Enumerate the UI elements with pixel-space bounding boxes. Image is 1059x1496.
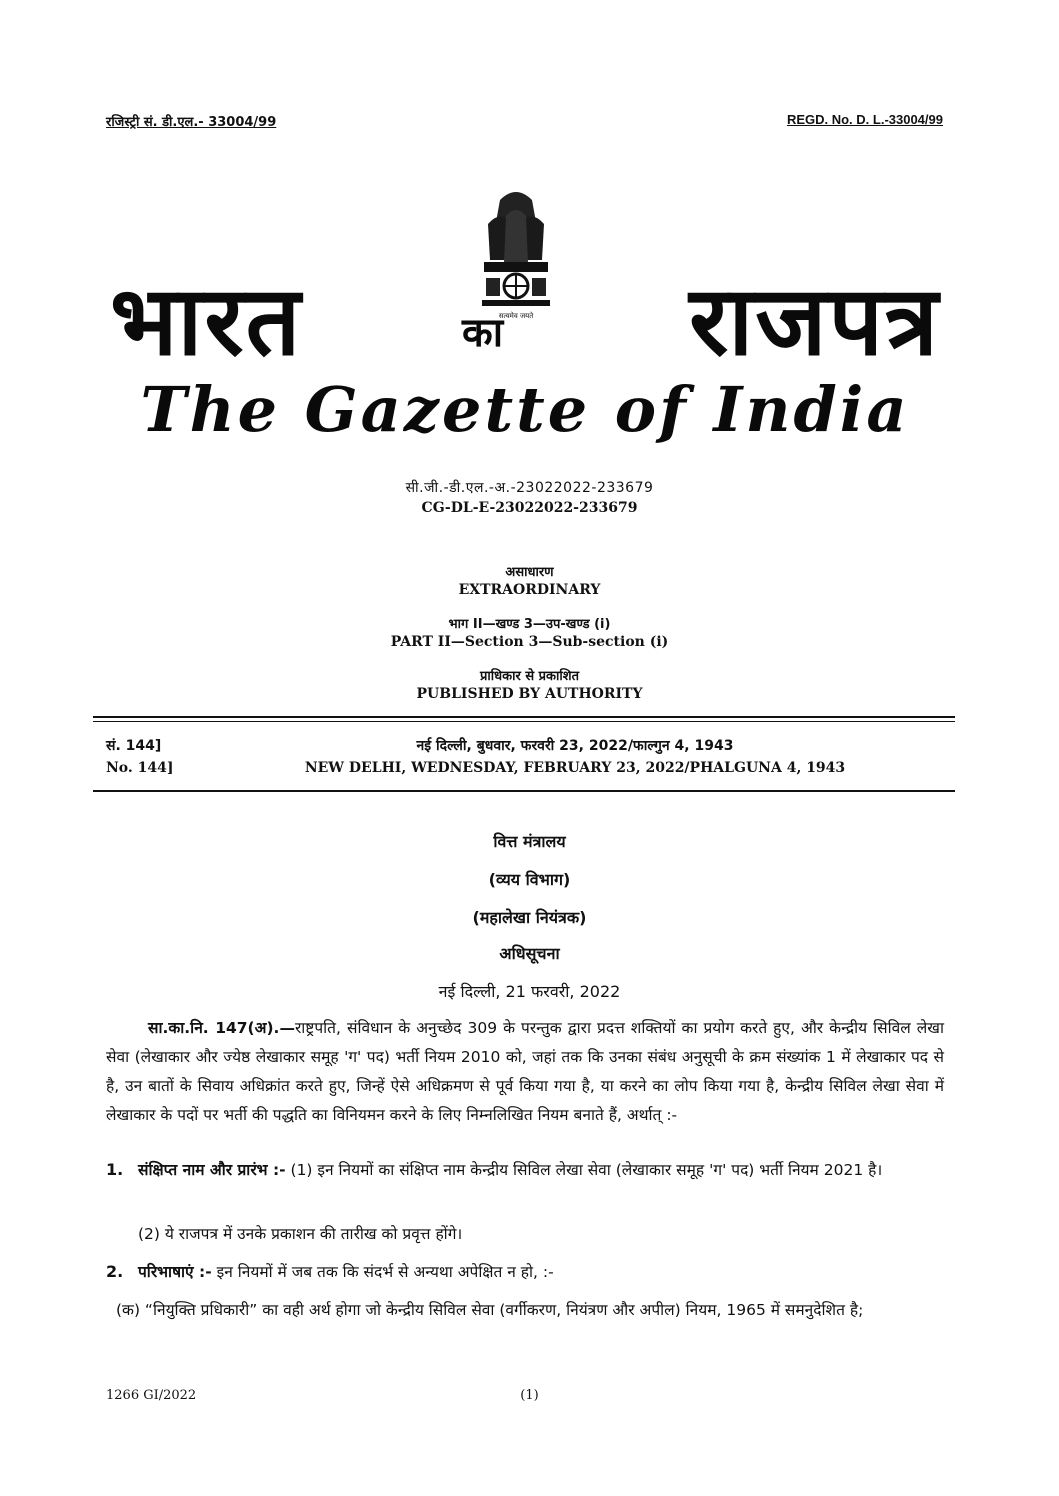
rule-2-clause-a: (क) “नियुक्ति प्रधिकारी” का वही अर्थ होगा जो केन्द्रीय सिविल सेवा (वर्गीकरण, नियंत्रण और अपील) नियम, 1965 में समनुदेशित है; <box>116 1301 864 1319</box>
regd-number-hindi: रजिस्ट्री सं. डी.एल.- 33004/99 <box>106 115 277 130</box>
cg-code-hindi: सी.जी.-डी.एल.-अ.-23022022-233679 <box>405 480 654 496</box>
authority-english: PUBLISHED BY AUTHORITY <box>416 686 643 702</box>
part-english: PART II—Section 3—Sub-section (i) <box>390 634 669 650</box>
masthead-hindi-right: राजपत्र <box>689 265 940 377</box>
type-hindi: असाधारण <box>505 565 554 580</box>
footer-code: 1266 GI/2022 <box>106 1388 197 1403</box>
preamble-text: राष्ट्रपति, संविधान के अनुच्छेद 309 के परन्तुक द्वारा प्रदत्त शक्तियों का प्रयोग करते हुए, और केन्द्रीय सिविल लेखा सेवा (लेखाकार और ज्येष्ठ लेखाकार समूह 'ग' पद) भर्ती नियम 2010 को, जहां तक कि उनका संबंध अनुसूची के क्रम संख्यांक 1 में लेखाकार पद से है, उन बातों के सिवाय अधिक्रांत करते हुए, जिन्हें ऐसे अधिक्रमण से पूर्व किया गया है, या करने का लोप किया गया है, केन्द्रीय सिविल लेखा सेवा में लेखाकार के पदों पर भर्ती की पद्धति का विनियमन करने के लिए निम्नलिखित नियम बनाते हैं, अर्थात् :- <box>106 1019 944 1124</box>
rule-2-text <box>138 1258 944 1287</box>
regd-number-english: REGD. No. D. L.-33004/99 <box>786 112 943 127</box>
notification-title: अधिसूचना <box>499 944 560 963</box>
issue-number-english: No. 144] <box>106 760 174 776</box>
rule-2-heading: परिभाषाएं :- <box>138 1263 212 1281</box>
place-date: नई दिल्ली, 21 फरवरी, 2022 <box>438 982 621 1001</box>
masthead-hindi-mid: का <box>462 310 504 356</box>
notification-ref: सा.का.नि. 147(अ).— <box>148 1019 295 1037</box>
type-english: EXTRAORDINARY <box>458 582 601 598</box>
rule-1-sub-2: (2) ये राजपत्र में उनके प्रकाशन की तारीख को प्रवृत्त होंगे। <box>138 1225 463 1243</box>
authority-hindi: प्राधिकार से प्रकाशित <box>480 669 579 684</box>
bottom-rule <box>93 790 955 792</box>
emblem-motto: सत्यमेव जयते <box>498 312 534 320</box>
masthead-hindi <box>110 266 940 376</box>
preamble-paragraph <box>106 1014 944 1130</box>
cg-code-english: CG-DL-E-23022022-233679 <box>421 500 638 516</box>
rule-1-body: (1) इन नियमों का संक्षिप्त नाम केन्द्रीय सिविल लेखा सेवा (लेखाकार समूह 'ग' पद) भर्ती नियम 2021 है। <box>285 1161 883 1179</box>
office-heading: (महालेखा नियंत्रक) <box>472 908 587 927</box>
top-rule <box>93 716 955 718</box>
rule-2-body: इन नियमों में जब तक कि संदर्भ से अन्यथा अपेक्षित न हो, :- <box>211 1263 554 1281</box>
rule-1-text <box>138 1156 944 1185</box>
top-rule-thin <box>93 721 955 722</box>
rule-2-number: 2. <box>106 1262 124 1281</box>
rule-1-number: 1. <box>106 1160 124 1179</box>
issue-date-english: NEW DELHI, WEDNESDAY, FEBRUARY 23, 2022/PHALGUNA 4, 1943 <box>304 760 846 776</box>
page-number: (1) <box>520 1388 539 1403</box>
issue-number-hindi: सं. 144] <box>106 738 162 754</box>
department-heading: (व्यय विभाग) <box>488 870 571 889</box>
masthead-hindi-left: भारत <box>110 265 303 377</box>
rule-1-heading: संक्षिप्त नाम और प्रारंभ :- <box>138 1161 286 1179</box>
masthead-english: The Gazette of India <box>140 373 910 446</box>
issue-date-hindi: नई दिल्ली, बुधवार, फरवरी 23, 2022/फाल्गुन 4, 1943 <box>416 738 734 754</box>
ministry-heading: वित्त मंत्रालय <box>493 832 566 851</box>
part-hindi: भाग II—खण्ड 3—उप-खण्ड (i) <box>448 617 611 632</box>
